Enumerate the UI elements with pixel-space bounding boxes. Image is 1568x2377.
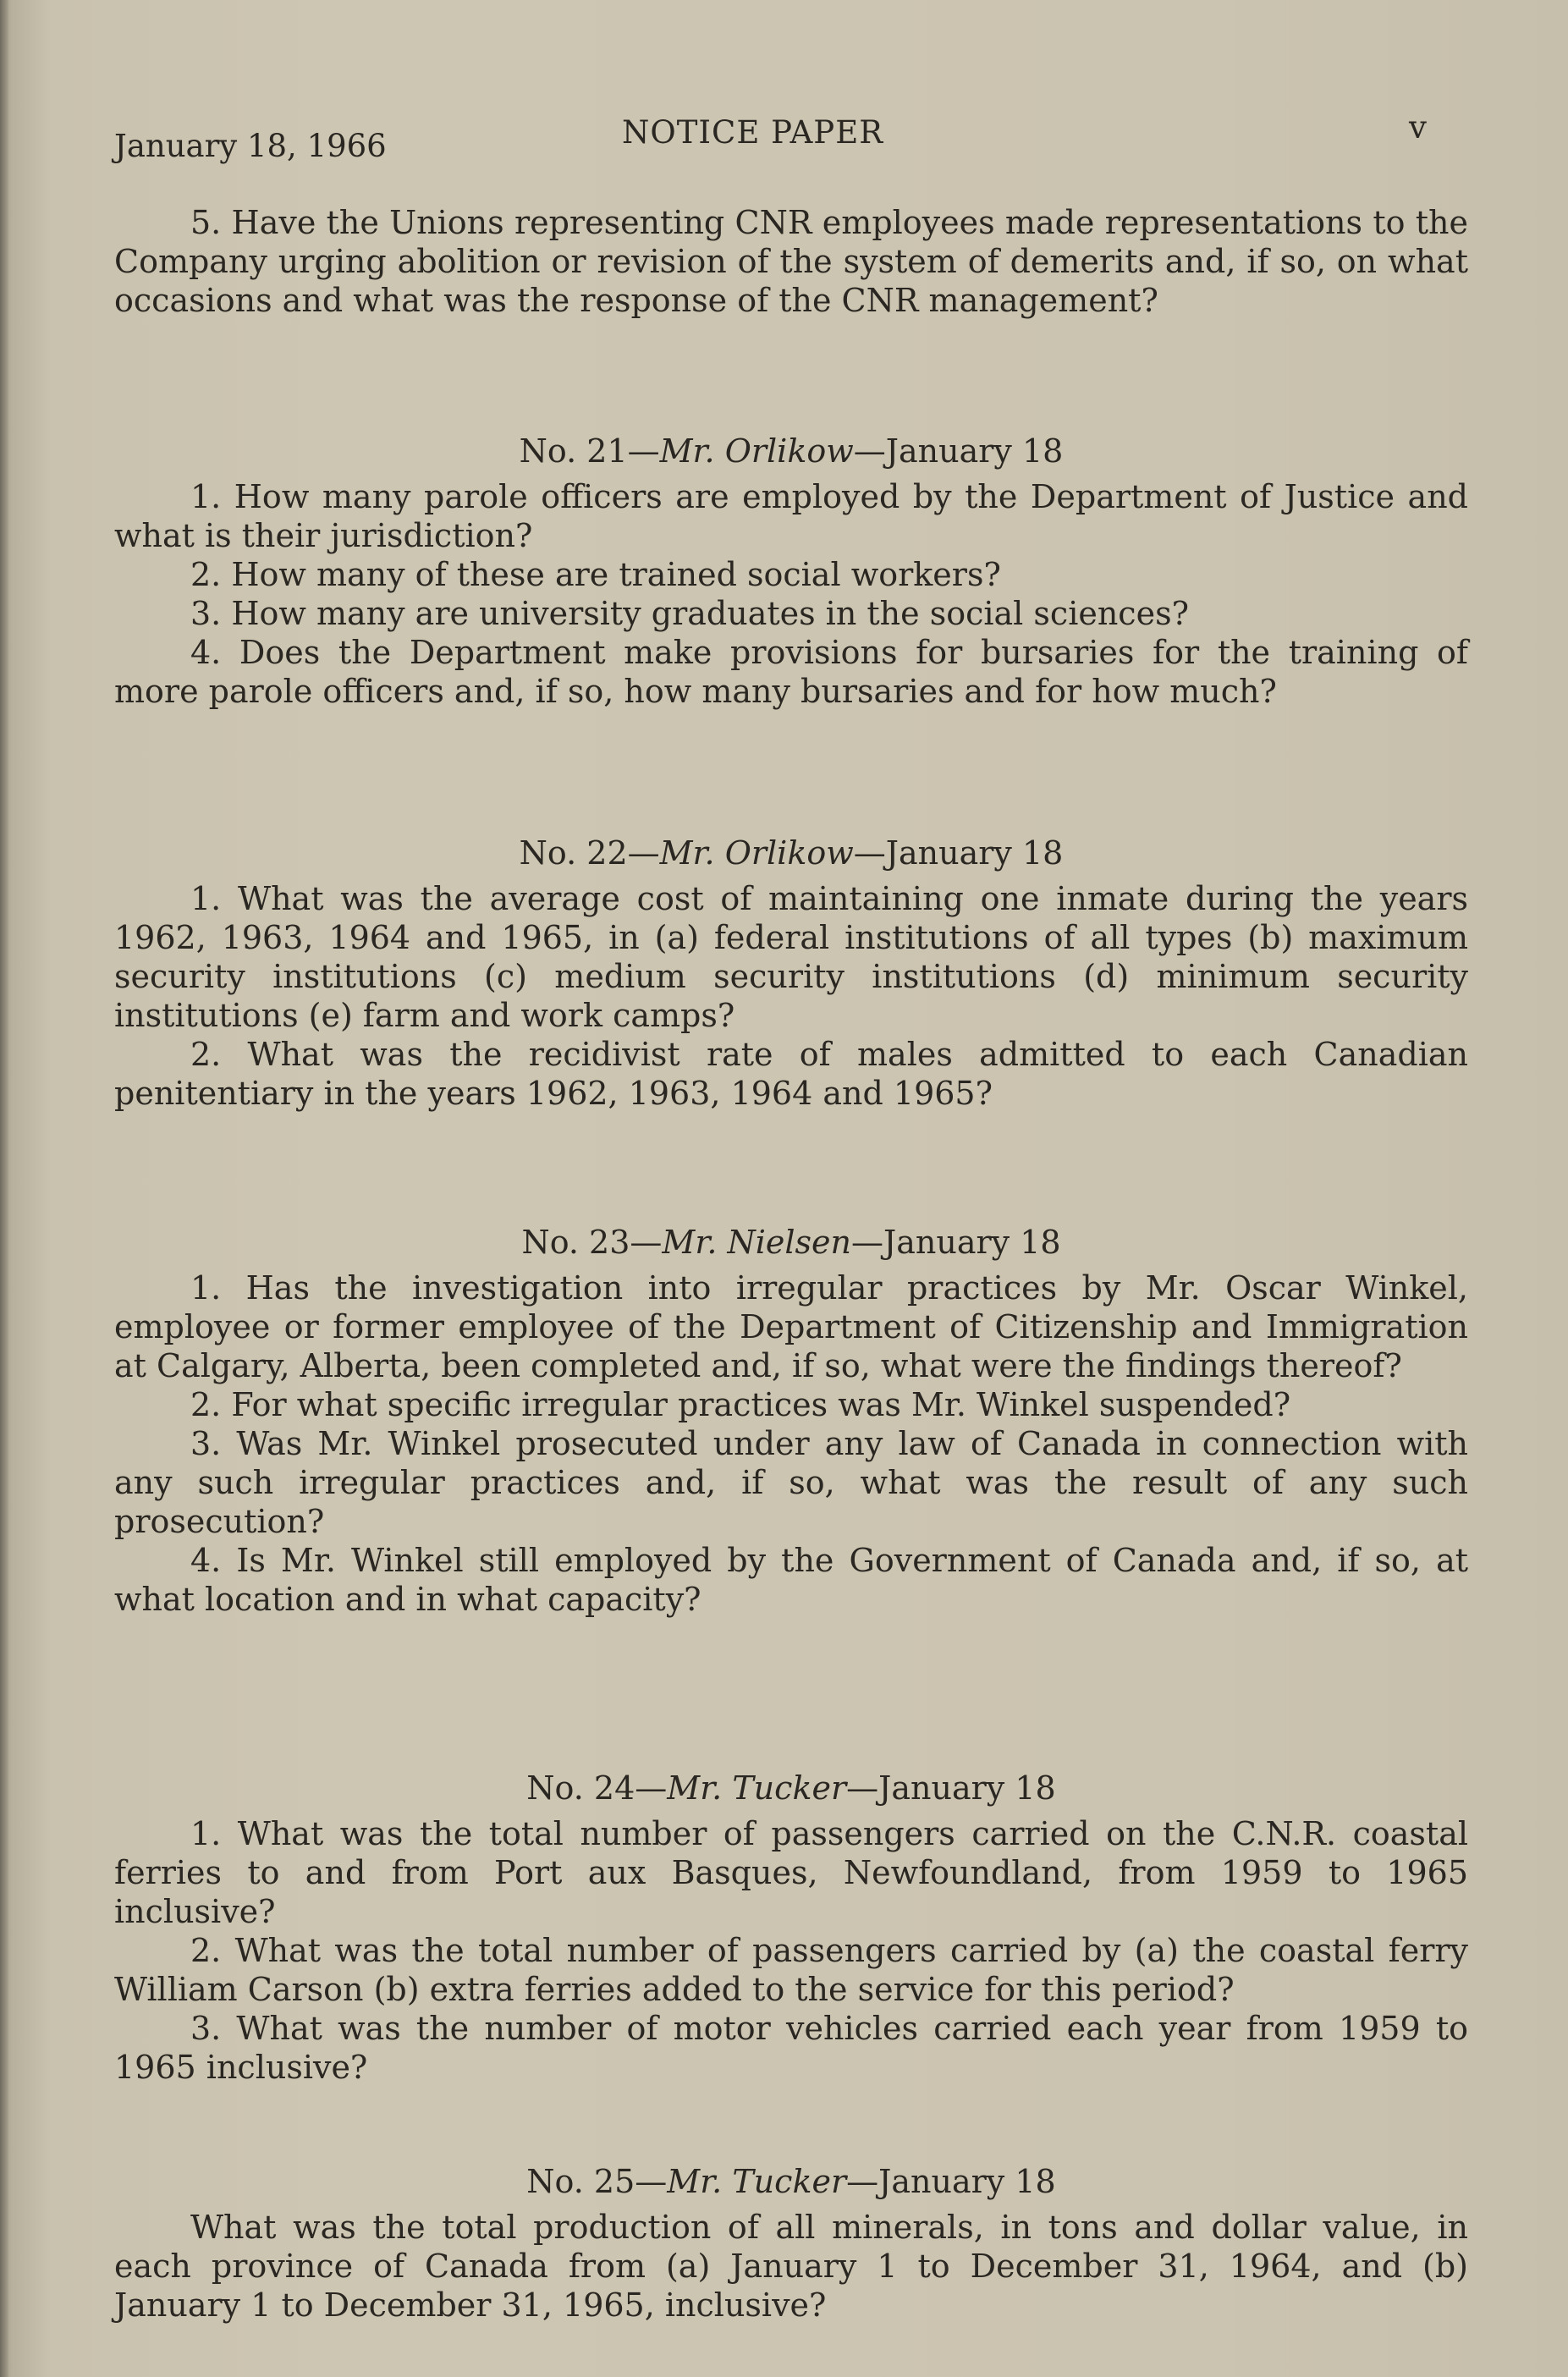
question-number: No. 25 [526,2163,635,2200]
question-part: 2. What was the total number of passengers carried by (a) the coastal ferry William Carson (b) extra ferries added to the service for this period? [114,1932,1468,2008]
question-body [114,1268,1468,1619]
question-number: No. 23 [521,1224,630,1261]
question-body [114,1814,1468,2087]
question-body [114,2208,1468,2325]
question-body [114,879,1468,1113]
question-part: 1. What was the average cost of maintaining one inmate during the years 1962, 1963, 1964 and 1965, in (a) federal institutions of all types (b) maximum security institutions (c) medium security institutions (d) minimum security institutions (e) farm and work camps? [114,880,1468,1034]
question-part: 3. Was Mr. Winkel prosecuted under any law of Canada in connection with any such irregular practices and, if so, what was the result of any such prosecution? [114,1425,1468,1540]
question-heading: No. 22—Mr. Orlikow—January 18 [519,834,1064,872]
question-number: No. 24 [526,1769,635,1807]
question-heading: No. 24—Mr. Tucker—January 18 [526,1769,1056,1807]
question-23 [114,1223,1468,1619]
question-24 [114,1769,1468,2087]
question-date: January 18 [878,2163,1056,2200]
question-member: Mr. Nielsen [662,1224,851,1261]
question-part: 4. Does the Department make provisions for bursaries for the training of more parole officers and, if so, how many bursaries and for how much? [114,634,1468,710]
question-date: January 18 [878,1769,1056,1807]
question-part: What was the total production of all minerals, in tons and dollar value, in each province of Canada from (a) January 1 to December 31, 1964, and (b) January 1 to December 31, 1965, inclusive? [114,2209,1468,2324]
question-member: Mr. Orlikow [659,432,854,470]
question-part: 3. What was the number of motor vehicles carried each year from 1959 to 1965 inclusive? [114,2010,1468,2086]
question-part: 2. For what specific irregular practices was Mr. Winkel suspended? [190,1386,1291,1423]
question-number: No. 22 [519,834,628,872]
question-heading: No. 21—Mr. Orlikow—January 18 [519,432,1064,470]
question-member: Mr. Orlikow [659,834,854,872]
question-part: 1. What was the total number of passengers carried on the C.N.R. coastal ferries to and from Port aux Basques, Newfoundland, from 1959 to 1965 inclusive? [114,1815,1468,1930]
question-heading: No. 23—Mr. Nielsen—January 18 [521,1224,1061,1261]
question-25 [114,2162,1468,2325]
question-22 [114,834,1468,1113]
header-date: January 18, 1966 [114,128,387,164]
question-member: Mr. Tucker [667,1769,847,1807]
question-body [114,477,1468,711]
header-page-number: v [1409,109,1427,146]
question-part: 4. Is Mr. Winkel still employed by the Government of Canada and, if so, at what location and in what capacity? [114,1542,1468,1618]
question-heading: No. 25—Mr. Tucker—January 18 [526,2163,1056,2200]
page-header [114,106,1468,164]
question-date: January 18 [883,1224,1061,1261]
notice-paper-page [114,106,1468,2324]
question-part: 2. What was the recidivist rate of males admitted to each Canadian penitentiary in the years 1962, 1963, 1964 and 1965? [114,1036,1468,1112]
question-part: 2. How many of these are trained social workers? [190,556,1001,593]
question-part: 3. How many are university graduates in the social sciences? [190,595,1189,632]
header-title: NOTICE PAPER [622,114,884,151]
intro-question-section [114,203,1468,320]
intro-question: 5. Have the Unions representing CNR employees made representations to the Company urging abolition or revision of the system of demerits and, if so, on what occasions and what was the response of the CNR management? [114,204,1468,319]
question-date: January 18 [885,834,1064,872]
question-part: 1. Has the investigation into irregular practices by Mr. Oscar Winkel, employee or former employee of the Department of Citizenship and Immigration at Calgary, Alberta, been completed and, if so, what were the findings thereof? [114,1269,1468,1384]
question-part: 1. How many parole officers are employed by the Department of Justice and what is their jurisdiction? [114,478,1468,554]
question-21 [114,432,1468,711]
question-number: No. 21 [519,432,628,470]
page-binding-edge [0,0,8,2377]
question-member: Mr. Tucker [667,2163,847,2200]
question-date: January 18 [885,432,1064,470]
